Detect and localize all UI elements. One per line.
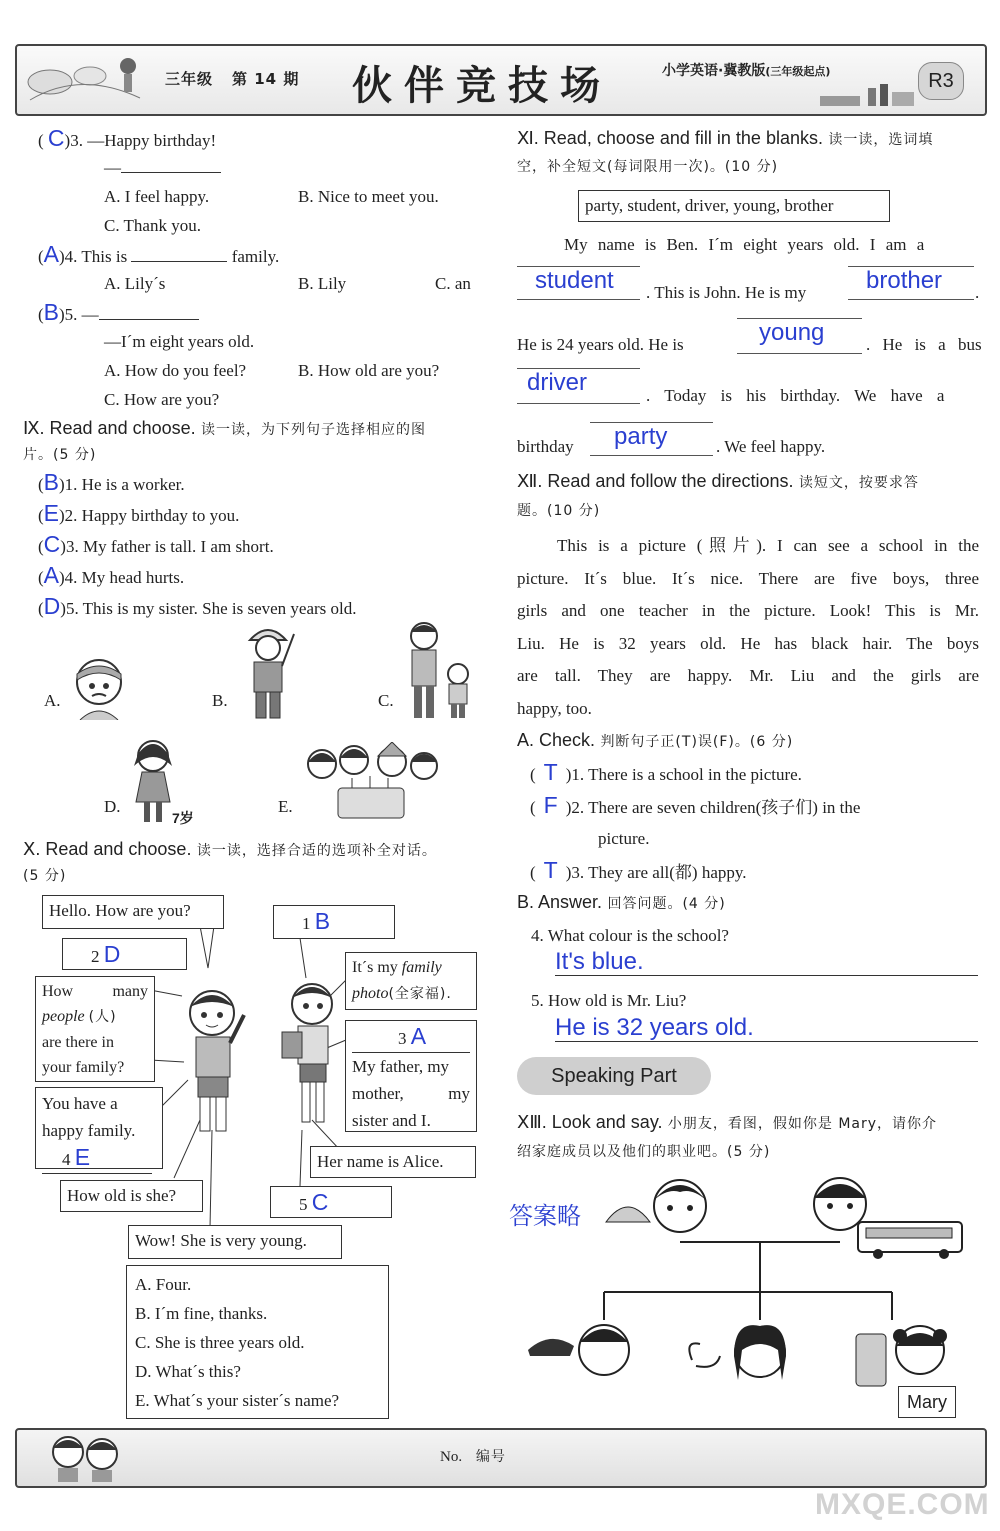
q3-option-b: B. Nice to meet you. [298, 187, 439, 206]
watermark: MXQE.COM [815, 1488, 990, 1521]
bubble-3-num: 3 [398, 1029, 407, 1048]
passage-line-3: girls and one teacher in the picture. Look! This is Mr. [517, 601, 979, 621]
sec12-cn2: 题。(10 分) [517, 503, 601, 519]
column-divider [500, 122, 501, 1422]
sec9-cn: 读一读，为下列句子选择相应的图 [201, 422, 427, 438]
sec13-answer-omitted: 答案略 [509, 1202, 581, 1230]
bubble-5-answer: C [311, 1189, 329, 1215]
family-tree-illustration [520, 1170, 980, 1420]
check-2: ( F )2. There are seven children(孩子们) in the [530, 792, 861, 818]
header-subject [662, 60, 830, 80]
sec9-item-2-text: )2. Happy birthday to you. [59, 506, 240, 525]
question-5: 5. How old is Mr. Liu? [531, 991, 687, 1010]
word-box: party, student, driver, young, brother [578, 190, 890, 222]
paren-close: ) [64, 131, 71, 150]
bubble-alice: Her name is Alice. [310, 1146, 476, 1178]
sec9-item-1-answer: B [43, 469, 60, 495]
sec9-cn2: 片。(5 分) [23, 447, 97, 463]
bubble-how-old: How old is she? [60, 1180, 203, 1212]
sec9-title: Ⅸ. Read and choose. [23, 418, 196, 438]
bubble-2-answer: D [103, 941, 121, 967]
option-e: E. What´s your sister´s name? [135, 1391, 340, 1410]
sec9-item-1-text: )1. He is a worker. [59, 475, 185, 494]
passage-line-5: are tall. They are happy. Mr. Liu and the girls are [517, 666, 979, 686]
blank-3 [737, 318, 862, 354]
passage-line-6: happy, too. [517, 698, 592, 718]
passage-line-4: Liu. He is 32 years old. He has black hair. The boys [517, 633, 979, 653]
blank-2 [848, 266, 974, 300]
q3-dash-text: — [104, 158, 121, 177]
q4-option-a: A. Lily´s [104, 274, 166, 293]
sec11-period-1: . [975, 283, 980, 302]
sec12-title: Ⅻ. Read and follow the directions. [517, 471, 794, 491]
header-title: 伙伴竞技场 [352, 62, 612, 109]
photo-line1 [352, 955, 470, 981]
q5-option-b: B. How old are you? [298, 361, 440, 380]
check-3-text: )3. They are all(都) happy. [565, 863, 747, 882]
question-4: 4. What colour is the school? [531, 926, 729, 945]
option-c: C. She is three years old. [135, 1333, 305, 1352]
header-deco-books [820, 82, 920, 108]
father-line3: sister and I. [352, 1111, 431, 1130]
partB-title: B. Answer. [517, 892, 603, 912]
q3-answer: C [47, 125, 65, 151]
sec12-cn: 读短文，按要求答 [798, 475, 919, 491]
bubble-blank-2 [62, 938, 187, 970]
bubble-1-answer: B [314, 908, 331, 934]
sec9-item: (B)1. He is a worker. [38, 469, 185, 495]
how-many-line3: are there in [42, 1034, 114, 1051]
q4-answer: A [43, 241, 60, 267]
q5-prefix: )5. — [59, 305, 99, 324]
sec11-title: Ⅺ. Read, choose and fill in the blanks. [517, 128, 823, 148]
sec10-title: Ⅹ. Read and choose. [23, 839, 192, 859]
q4-option-c: C. an [435, 274, 471, 293]
sec10-cn2: (5 分) [23, 868, 67, 884]
partB-cn: 回答问题。(4 分) [607, 896, 726, 912]
header-edition: (三年级起点) [765, 65, 831, 78]
sec9-item-4-text: )4. My head hurts. [59, 568, 185, 587]
partA-title: A. Check. [517, 730, 596, 750]
bubble-how-many [35, 976, 155, 1082]
footer-cn: 编号 [475, 1449, 506, 1465]
boy-waving-illustration [176, 985, 256, 1135]
check-2-text: )2. There are seven children(孩子们) in the [565, 798, 861, 817]
footer-no: No. [440, 1449, 463, 1465]
sec9-item: (E)2. Happy birthday to you. [38, 500, 240, 526]
sec9-item-3-answer: C [43, 531, 61, 557]
how-many-line1: How many [42, 983, 148, 1000]
q4-prefix: )4. This is [59, 247, 128, 266]
check-2-answer: F [543, 792, 558, 818]
bubble-blank-5 [270, 1186, 392, 1218]
sec9-item: (D)5. This is my sister. She is seven years old. [38, 593, 357, 619]
sec13-cn: 小朋友，看图，假如你是 Mary，请你介 [667, 1116, 938, 1132]
q5-line2: —I´m eight years old. [104, 332, 255, 351]
bubble-my-father [345, 1020, 477, 1132]
q3-option-a: A. I feel happy. [104, 187, 210, 206]
sec13-title: ⅩⅢ. Look and say. [517, 1112, 663, 1132]
sec11-para-1: My name is Ben. I´m eight years old. I am a [564, 235, 925, 254]
bubble-hello: Hello. How are you? [42, 895, 224, 929]
header-grade: 三年级 [165, 70, 214, 88]
page-code-badge [918, 62, 964, 100]
partA-cn: 判断句子正(T)误(F)。(6 分) [600, 734, 794, 750]
how-many-line2 [42, 1004, 148, 1030]
q5-option-a: A. How do you feel? [104, 361, 247, 380]
sec9-item-4-answer: A [43, 562, 60, 588]
bubble-blank-1 [273, 905, 395, 939]
happy-line2: happy family. [42, 1121, 136, 1140]
options-box [126, 1265, 389, 1419]
q5-row: (B)5. — [38, 298, 199, 329]
bubble-happy-family [35, 1087, 163, 1169]
blank-5 [590, 422, 713, 456]
q3-question: —Happy birthday! [87, 131, 217, 150]
sec9-item-3-text: )3. My father is tall. I am short. [60, 537, 274, 556]
blank-5-answer: party [614, 423, 668, 450]
blank-4-answer: driver [527, 369, 588, 396]
sec11-para-2: . This is John. He is my [646, 283, 807, 302]
option-b: B. I´m fine, thanks. [135, 1304, 268, 1323]
check-1: ( T )1. There is a school in the picture. [530, 759, 802, 785]
option-d: D. What´s this? [135, 1362, 241, 1381]
sec9-item-5-text: )5. This is my sister. She is seven years old. [60, 599, 357, 618]
bubble-3-answer: A [410, 1023, 427, 1049]
happy-blank [42, 1144, 152, 1174]
bubble-1-num: 1 [302, 914, 311, 933]
option-a: A. Four. [135, 1275, 192, 1294]
check-2-cont: picture. [598, 829, 650, 848]
sec10-cn: 读一读，选择合适的选项补全对话。 [196, 843, 437, 859]
blank-3-answer: young [759, 319, 825, 346]
check-1-text: )1. There is a school in the picture. [565, 765, 802, 784]
blank-4 [517, 368, 640, 404]
sec9-item: (C)3. My father is tall. I am short. [38, 531, 274, 557]
sec11-cn: 读一读，选词填 [828, 132, 934, 148]
sec11-para-3: He is 24 years old. He is [517, 335, 684, 354]
bubble-4-num: 4 [62, 1150, 71, 1169]
answer-5-line [555, 1014, 978, 1042]
photo-its-my: It´s my [352, 959, 398, 976]
answer-4-line [555, 948, 978, 976]
bubble-3-blank [352, 1023, 470, 1053]
how-many-line4: your family? [42, 1059, 125, 1076]
passage-line-1: This is a picture (照片). I can see a school in the [557, 536, 979, 555]
bubble-5-num: 5 [299, 1195, 308, 1214]
q5-answer: B [43, 299, 60, 325]
photo-cn: (全家福). [388, 986, 452, 1002]
q4-row: (A)4. This is family. [38, 241, 280, 267]
pic-label-b: B. [212, 691, 228, 710]
how-many-people: people [42, 1008, 85, 1025]
sec11-cn2: 空，补全短文(每词限用一次)。(10 分) [517, 159, 779, 175]
sec13-cn2: 绍家庭成员以及他们的职业吧。(5 分) [517, 1144, 771, 1160]
blank-2-answer: brother [866, 267, 943, 294]
sec11-para-3-end: . He is a bus [866, 335, 982, 354]
photo-photo: photo [352, 985, 389, 1002]
footer-number [440, 1446, 506, 1466]
bubble-4-answer: E [74, 1144, 91, 1170]
footer-kids-illustration [46, 1432, 126, 1482]
pic-label-a: A. [44, 691, 61, 710]
header-issue: 第 14 期 [232, 70, 300, 88]
happy-line1: You have a [42, 1094, 118, 1113]
passage-line-2: picture. It´s blue. It´s nice. There are five boys, three [517, 568, 979, 588]
sec9-item-2-answer: E [43, 500, 60, 526]
speaking-part-badge [517, 1057, 711, 1095]
q4-option-b: B. Lily [298, 274, 347, 293]
q5-option-c: C. How are you? [104, 390, 220, 409]
blank-1 [517, 266, 640, 300]
paren-open: ( [38, 131, 44, 150]
father-line1: My father, my [352, 1057, 450, 1076]
mary-label: Mary [898, 1386, 956, 1418]
photo-family: family [401, 959, 442, 976]
check-3: ( T )3. They are all(都) happy. [530, 857, 747, 883]
sec11-para-5-end: . We feel happy. [716, 437, 826, 456]
partB-heading [517, 888, 726, 919]
page-code: R3 [928, 69, 954, 92]
q4-suffix: family. [231, 247, 280, 266]
q3-num: 3. [70, 131, 83, 150]
sec9-item-5-answer: D [43, 593, 61, 619]
q3-option-c: C. Thank you. [104, 216, 201, 235]
partA-heading [517, 726, 793, 757]
sec12-passage [517, 530, 979, 726]
speaking-part-label: Speaking Part [551, 1064, 677, 1087]
photo-line2 [352, 981, 470, 1007]
sec13-heading [517, 1108, 937, 1139]
bubble-wow: Wow! She is very young. [128, 1225, 342, 1259]
answer-4: It's blue. [555, 948, 644, 975]
bubble-family-photo [345, 952, 477, 1010]
check-3-answer: T [543, 857, 558, 883]
pic-label-d: D. [104, 797, 121, 816]
pic-label-c: C. [378, 691, 394, 710]
sec11-heading [517, 124, 933, 155]
sec9-item: (A)4. My head hurts. [38, 562, 185, 588]
pic-label-e: E. [278, 797, 293, 816]
boy-with-photo-illustration [280, 978, 350, 1128]
answer-5: He is 32 years old. [555, 1014, 754, 1041]
age-label: 7岁 [172, 810, 194, 826]
how-many-cn: (人) [88, 1009, 117, 1025]
sec11-para-5: birthday [517, 437, 574, 456]
blank-1-answer: student [535, 267, 614, 294]
father-line2: mother, my [352, 1084, 470, 1103]
sec12-heading [517, 467, 919, 498]
sec11-para-4: . Today is his birthday. We have a [646, 386, 945, 405]
header-subject-text: 小学英语·冀教版 [662, 63, 766, 79]
check-1-answer: T [543, 759, 558, 785]
bubble-2-num: 2 [91, 947, 100, 966]
